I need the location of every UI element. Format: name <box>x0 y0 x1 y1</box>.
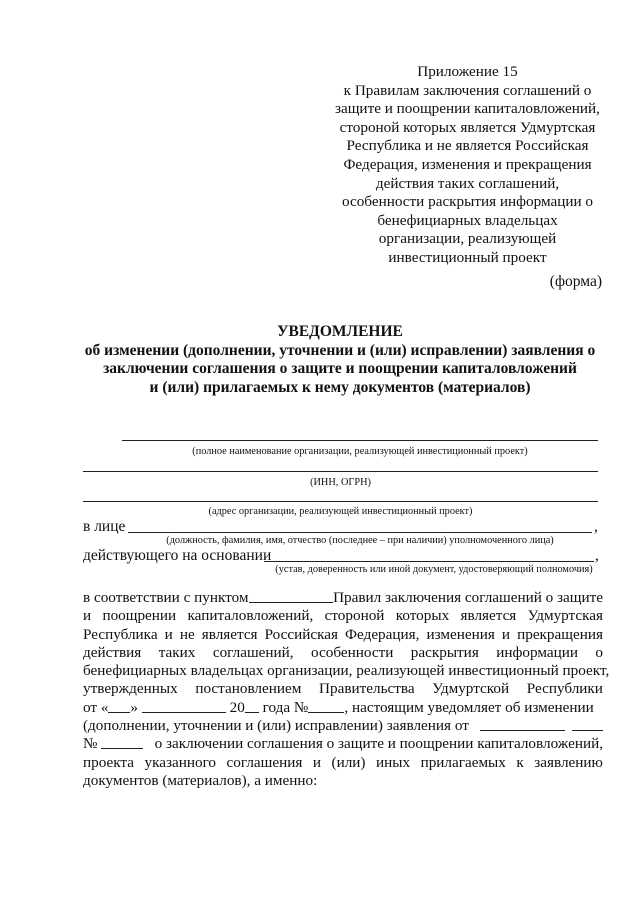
body-word: которых <box>395 607 450 625</box>
form-label: (форма) <box>549 273 602 290</box>
body-word: заявлению <box>534 753 603 771</box>
appendix-line: инвестиционный проект <box>388 248 547 266</box>
body-word: не <box>179 625 195 643</box>
body-text: Правил заключения соглашений о защите <box>333 589 603 606</box>
body-word: Республика <box>83 625 158 643</box>
title-heading: УВЕДОМЛЕНИЕ <box>277 323 403 340</box>
appendix-line: организации, реализующей <box>378 230 557 248</box>
body-text: 20 <box>229 698 245 716</box>
body-line <box>83 699 603 717</box>
month-field[interactable] <box>142 699 226 713</box>
body-word: соглашения <box>226 753 303 771</box>
day-field[interactable] <box>108 699 130 713</box>
inn-ogrn-caption: (ИНН, ОГРН) <box>310 477 371 488</box>
body-word: постановлением <box>195 680 302 698</box>
body-word: о <box>595 643 603 661</box>
body-text: года № <box>262 698 309 716</box>
basis-label: действующего на основании <box>83 547 272 564</box>
body-word: иных <box>375 753 411 771</box>
body-word: таких <box>158 643 196 661</box>
body-word: прекращения <box>517 625 603 643</box>
body-word: капиталовложений, <box>187 607 314 625</box>
appendix-line: бенефициарных владельцах <box>377 211 558 229</box>
body-word: Удмуртская <box>527 607 603 625</box>
inn-ogrn-field[interactable] <box>83 471 598 472</box>
body-text: » <box>130 698 139 716</box>
body-word: Федерация, <box>345 625 420 643</box>
title-line: и (или) прилагаемых к нему документов (материалов) <box>149 378 531 396</box>
body-word: к <box>516 753 524 771</box>
clause-number-field[interactable] <box>249 589 334 603</box>
body-word: проекта <box>83 753 134 771</box>
person-caption: (должность, фамилия, имя, отчество (последнее – при наличии) уполномоченного лица) <box>166 535 554 546</box>
title-line: заключении соглашения о защите и поощрении капиталовложений <box>103 360 577 377</box>
body-word: стороной <box>324 607 385 625</box>
address-caption: (адрес организации, реализующей инвестиционный проект) <box>208 506 473 517</box>
body-word: и <box>312 753 321 771</box>
body-word: (или) <box>331 753 366 771</box>
body-line <box>83 644 603 662</box>
appendix-line: Приложение 15 <box>417 63 518 80</box>
appendix-line: Федерация, изменения и прекращения <box>343 155 592 173</box>
body-word: особенности <box>311 643 394 661</box>
body-text: документов (материалов), а именно: <box>83 771 318 789</box>
comma: , <box>595 547 599 564</box>
org-name-field[interactable] <box>122 440 598 441</box>
body-word: является <box>460 607 517 625</box>
application-date-field[interactable] <box>480 717 564 731</box>
appendix-line: особенности раскрытия информации о <box>342 193 593 211</box>
body-text: , настоящим уведомляет об изменении <box>344 698 594 716</box>
body-word: Правительства <box>319 680 415 698</box>
body-word: и <box>83 607 92 625</box>
body-text: бенефициарных владельцах организации, реализующей инвестиционный проект, <box>83 662 610 680</box>
application-year-field[interactable] <box>572 717 603 731</box>
body-word: и <box>501 625 511 643</box>
body-word: Удмуртской <box>432 680 510 698</box>
body-word: Республики <box>526 680 603 698</box>
appendix-line: защите и поощрении капиталовложений, <box>335 100 600 118</box>
body-text: о заключении соглашения о защите и поощрении капиталовложений, <box>154 735 603 753</box>
address-field[interactable] <box>83 501 598 502</box>
body-word: утвержденных <box>83 680 178 698</box>
comma: , <box>594 518 598 535</box>
appendix-line: действия таких соглашений, <box>375 174 560 192</box>
body-line <box>83 735 603 753</box>
basis-caption: (устав, доверенность или иной документ, удостоверяющий полномочия) <box>275 564 593 575</box>
person-label: в лице <box>83 518 126 535</box>
body-line <box>83 607 603 625</box>
body-word: и <box>164 625 173 643</box>
document-title <box>60 323 620 397</box>
body-word: действия <box>83 643 142 661</box>
body-line <box>83 589 603 607</box>
body-word: соглашений, <box>212 643 294 661</box>
org-name-caption: (полное наименование организации, реализующей инвестиционный проект) <box>192 446 528 457</box>
application-number-field[interactable] <box>101 735 143 749</box>
year-field[interactable] <box>245 699 259 713</box>
body-line <box>83 754 603 772</box>
basis-field[interactable] <box>264 561 594 562</box>
person-field[interactable] <box>128 532 592 533</box>
body-text: в соответствии с пунктом <box>83 589 249 606</box>
body-word: является <box>201 625 258 643</box>
body-text: № <box>83 735 98 753</box>
body-line <box>83 680 603 698</box>
body-word: указанного <box>144 753 217 771</box>
body-line <box>83 662 610 680</box>
body-text: (дополнении, уточнении и (или) исправлении) заявления от <box>83 717 469 735</box>
body-word: поощрении <box>102 607 177 625</box>
body-text: от « <box>83 698 109 716</box>
title-line: об изменении (дополнении, уточнении и (или) исправлении) заявления о <box>84 341 596 359</box>
body-line <box>83 772 603 790</box>
body-paragraph <box>83 589 610 790</box>
body-word: раскрытия <box>410 643 479 661</box>
appendix-line: стороной которых является Удмуртская <box>339 118 596 136</box>
body-word: изменения <box>426 625 495 643</box>
body-line <box>83 717 603 735</box>
body-word: прилагаемых <box>420 753 506 771</box>
appendix-line: к Правилам заключения соглашений о <box>343 81 592 99</box>
body-word: информации <box>496 643 578 661</box>
appendix-header <box>330 63 605 268</box>
appendix-line: Республика и не является Российская <box>346 137 589 155</box>
body-word: Российская <box>264 625 338 643</box>
resolution-number-field[interactable] <box>308 699 344 713</box>
body-line <box>83 626 603 644</box>
